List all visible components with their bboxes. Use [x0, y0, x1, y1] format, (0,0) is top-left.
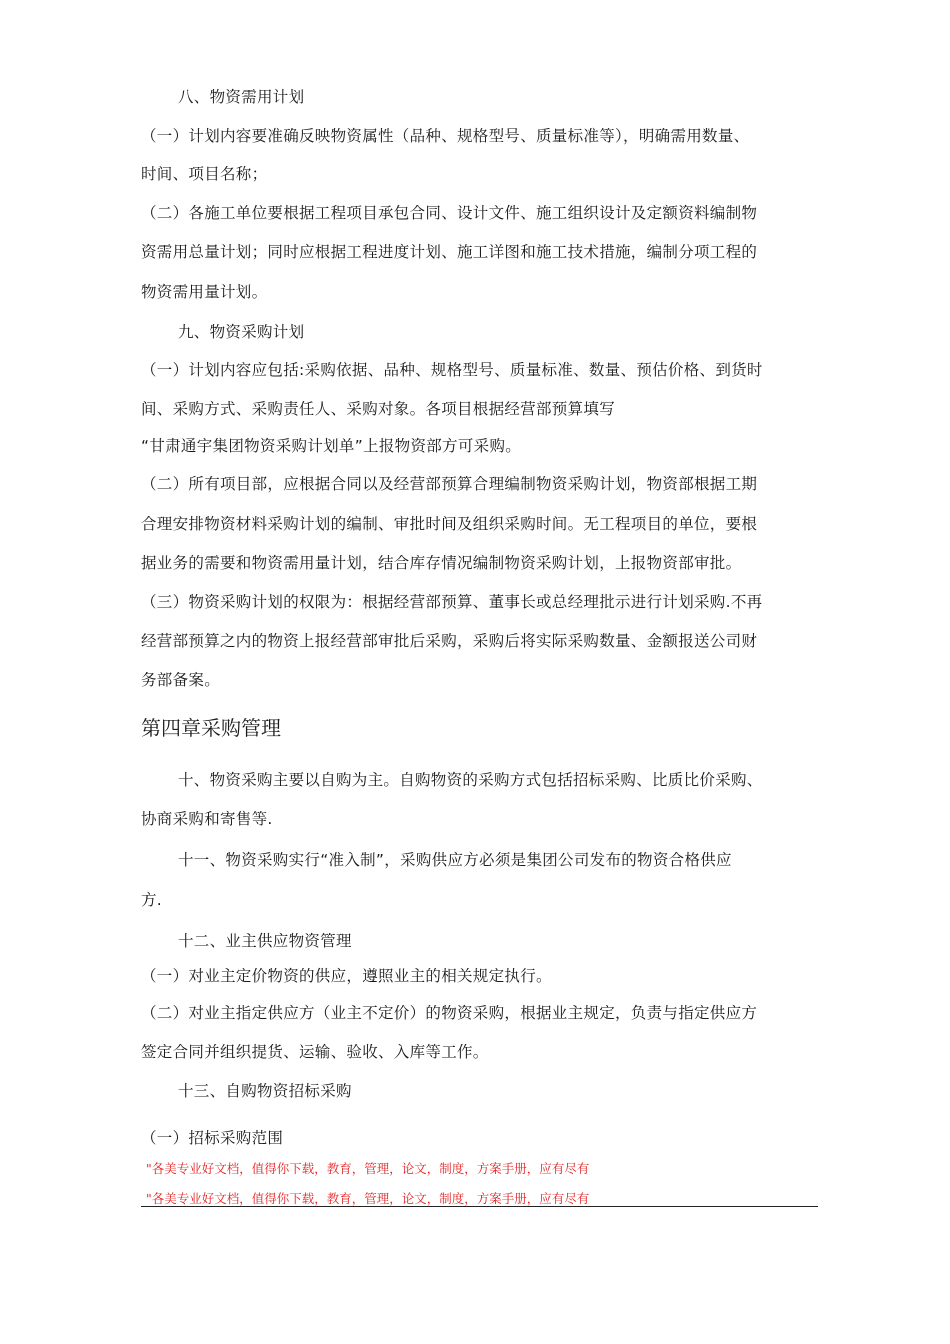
footer-ad-text: "各美专业好文档，值得你下载，教育，管理，论文，制度，方案手册，应有尽有	[146, 1191, 590, 1206]
paragraph-line: 物资需用量计划。	[141, 283, 268, 301]
paragraph-line: （一）对业主定价物资的供应，遵照业主的相关规定执行。	[141, 967, 552, 985]
heading-section-8: 八、物资需用计划	[178, 88, 305, 106]
paragraph-line: 十、物资采购主要以自购为主。自购物资的采购方式包括招标采购、比质比价采购、	[178, 771, 763, 789]
heading-section-9: 九、物资采购计划	[178, 323, 305, 341]
paragraph-line: 据业务的需要和物资需用量计划，结合库存情况编制物资采购计划，上报物资部审批。	[141, 554, 742, 572]
heading-section-12: 十二、业主供应物资管理	[178, 932, 352, 950]
footer-divider	[141, 1206, 818, 1207]
heading-section-13: 十三、自购物资招标采购	[178, 1082, 352, 1100]
paragraph-line: （二）对业主指定供应方（业主不定价）的物资采购，根据业主规定，负责与指定供应方	[141, 1004, 758, 1022]
paragraph-line: 合理安排物资材料采购计划的编制、审批时间及组织采购时间。无工程项目的单位，要根	[141, 515, 758, 533]
chapter-title: 第四章采购管理	[141, 716, 281, 740]
footer-ad-text: "各美专业好文档，值得你下载，教育，管理，论文，制度，方案手册，应有尽有	[146, 1161, 590, 1176]
paragraph-line: （二）各施工单位要根据工程项目承包合同、设计文件、施工组织设计及定额资料编制物	[141, 204, 758, 222]
paragraph-line: 间、采购方式、采购责任人、采购对象。各项目根据经营部预算填写	[141, 400, 616, 418]
paragraph-line: （一）招标采购范围	[141, 1129, 284, 1147]
paragraph-line: （一）计划内容要准确反映物资属性（品种、规格型号、质量标准等），明确需用数量、	[141, 127, 750, 145]
paragraph-line: 十一、物资采购实行“准入制”，采购供应方必须是集团公司发布的物资合格供应	[178, 851, 732, 869]
paragraph-line: 务部备案。	[141, 671, 221, 689]
paragraph-line: 资需用总量计划；同时应根据工程进度计划、施工详图和施工技术措施，编制分项工程的	[141, 243, 758, 261]
paragraph-line: “甘肃通宇集团物资采购计划单”上报物资部方可采购。	[141, 437, 522, 455]
paragraph-line: 时间、项目名称；	[141, 165, 268, 183]
paragraph-line: 签定合同并组织提货、运输、验收、入库等工作。	[141, 1043, 489, 1061]
paragraph-line: （一）计划内容应包括:采购依据、品种、规格型号、质量标准、数量、预估价格、到货时	[141, 361, 763, 379]
paragraph-line: （三）物资采购计划的权限为：根据经营部预算、董事长或总经理批示进行计划采购.不再	[141, 593, 763, 611]
paragraph-line: （二）所有项目部，应根据合同以及经营部预算合理编制物资采购计划，物资部根据工期	[141, 475, 758, 493]
paragraph-line: 方.	[141, 891, 163, 909]
paragraph-line: 经营部预算之内的物资上报经营部审批后采购，采购后将实际采购数量、金额报送公司财	[141, 632, 758, 650]
paragraph-line: 协商采购和寄售等.	[141, 810, 273, 828]
